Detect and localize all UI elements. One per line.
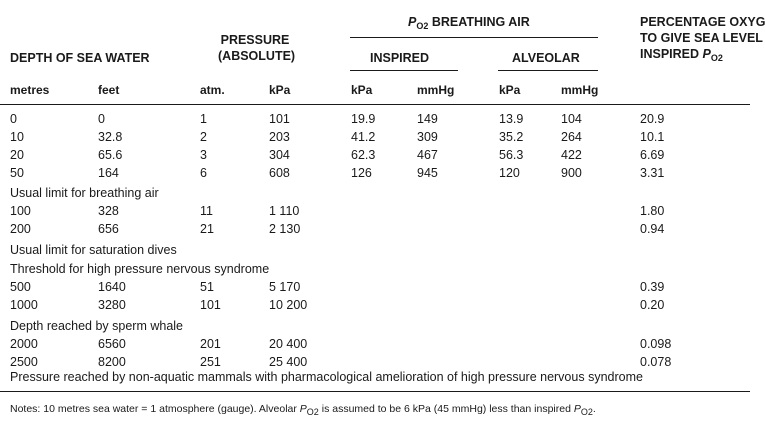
- header-pct-line3: [640, 46, 765, 66]
- subheader-kpa: kPa: [269, 83, 291, 97]
- table-cell: 25 400: [269, 355, 308, 369]
- po2-p: P: [408, 15, 417, 29]
- table-cell: 10 200: [269, 298, 308, 312]
- rule-po2-span: [350, 37, 598, 38]
- subheader-inspired-mmhg: mmHg: [417, 83, 455, 97]
- notes-sub: O2: [306, 407, 319, 417]
- table-cell: 656: [98, 222, 119, 236]
- header-pct-line2: TO GIVE SEA LEVEL: [640, 31, 763, 45]
- notes-sub2: O2: [580, 407, 593, 417]
- table-cell: 0.20: [640, 298, 665, 312]
- section-label: Usual limit for breathing air: [10, 186, 159, 200]
- table-cell: 32.8: [98, 130, 123, 144]
- table-cell: 126: [351, 166, 372, 180]
- table-cell: 309: [417, 130, 438, 144]
- subheader-alveolar-mmhg: mmHg: [561, 83, 599, 97]
- table-cell: 3280: [98, 298, 126, 312]
- rule-header-bottom: [0, 104, 750, 105]
- table-cell: 56.3: [499, 148, 524, 162]
- rule-inspired: [350, 70, 458, 71]
- table-cell: 945: [417, 166, 438, 180]
- table-cell: 1.80: [640, 204, 665, 218]
- header-pressure: [218, 32, 296, 64]
- table-cell: 6560: [98, 337, 126, 351]
- table-cell: 3: [200, 148, 207, 162]
- table-cell: 13.9: [499, 112, 524, 126]
- section-label: Depth reached by sperm whale: [10, 319, 184, 333]
- table-cell: 120: [499, 166, 520, 180]
- header-pct-line3-prefix: INSPIRED: [640, 47, 703, 61]
- table-cell: 0.39: [640, 280, 665, 294]
- table-cell: 0.098: [640, 337, 672, 351]
- rule-alveolar: [498, 70, 598, 71]
- table-cell: 328: [98, 204, 119, 218]
- table-cell: 19.9: [351, 112, 376, 126]
- table-cell: 100: [10, 204, 31, 218]
- table-cell: 149: [417, 112, 438, 126]
- table-cell: 264: [561, 130, 582, 144]
- section-label: Pressure reached by non-aquatic mammals with pharmacological amelioration of high pressure nervous syndrome: [10, 370, 643, 384]
- table-cell: 8200: [98, 355, 126, 369]
- table-cell: 422: [561, 148, 582, 162]
- subheader-atm: atm.: [200, 83, 225, 97]
- table-cell: 304: [269, 148, 290, 162]
- table-cell: 62.3: [351, 148, 376, 162]
- table-cell: 1000: [10, 298, 38, 312]
- table-cell: 3.31: [640, 166, 665, 180]
- notes-part2: is assumed to be 6 kPa (45 mmHg) less than inspired: [318, 403, 574, 415]
- section-label: Usual limit for saturation dives: [10, 243, 177, 257]
- table-cell: 10.1: [640, 130, 665, 144]
- table-cell: 1640: [98, 280, 126, 294]
- table-cell: 101: [269, 112, 290, 126]
- po2-sub: O2: [416, 21, 429, 31]
- table-cell: 104: [561, 112, 582, 126]
- table-cell: 0: [98, 112, 105, 126]
- header-pct-line3-sub: O2: [710, 53, 723, 63]
- table-cell: 20.9: [640, 112, 665, 126]
- header-alveolar: ALVEOLAR: [512, 51, 580, 65]
- table-cell: 41.2: [351, 130, 376, 144]
- table-cell: 200: [10, 222, 31, 236]
- table-cell: 0.94: [640, 222, 665, 236]
- notes-part3: .: [592, 403, 596, 415]
- header-depth-of-sea-water: DEPTH OF SEA WATER: [10, 51, 150, 65]
- table-cell: 51: [200, 280, 214, 294]
- table-cell: 5 170: [269, 280, 301, 294]
- table-cell: 2: [200, 130, 207, 144]
- subheader-alveolar-kpa: kPa: [499, 83, 521, 97]
- table-cell: 21: [200, 222, 214, 236]
- subheader-inspired-kpa: kPa: [351, 83, 373, 97]
- table-cell: 11: [200, 204, 213, 218]
- notes-p2: P: [573, 403, 581, 415]
- table-cell: 101: [200, 298, 221, 312]
- header-pct-line1: PERCENTAGE OXYG: [640, 15, 765, 29]
- table-cell: 20 400: [269, 337, 308, 351]
- table-cell: 2500: [10, 355, 38, 369]
- table-cell: 608: [269, 166, 290, 180]
- table-cell: 20: [10, 148, 24, 162]
- table-cell: 2 130: [269, 222, 301, 236]
- header-inspired: INSPIRED: [370, 51, 430, 65]
- table-cell: 164: [98, 166, 119, 180]
- header-po2-breathing-air: [408, 14, 530, 34]
- table-cell: 467: [417, 148, 438, 162]
- table-cell: 0.078: [640, 355, 672, 369]
- notes-part1: Notes: 10 metres sea water = 1 atmosphere (gauge). Alveolar: [10, 403, 300, 415]
- subheader-feet: feet: [98, 83, 120, 97]
- table-cell: 900: [561, 166, 582, 180]
- header-pressure-line1: PRESSURE: [220, 33, 290, 47]
- table-cell: 50: [10, 166, 24, 180]
- header-pct-line3-p: P: [702, 47, 711, 61]
- table-cell: 203: [269, 130, 290, 144]
- po2-rest: BREATHING AIR: [431, 15, 530, 29]
- table-cell: 1: [200, 112, 207, 126]
- table-cell: 2000: [10, 337, 38, 351]
- table-cell: 6.69: [640, 148, 665, 162]
- header-pressure-line2: (ABSOLUTE): [218, 49, 296, 63]
- table-cell: 500: [10, 280, 31, 294]
- table-cell: 251: [200, 355, 221, 369]
- table-notes: [10, 403, 596, 417]
- subheader-metres: metres: [10, 83, 50, 97]
- table-cell: 0: [10, 112, 17, 126]
- table-cell: 201: [200, 337, 221, 351]
- section-label: Threshold for high pressure nervous syndrome: [10, 262, 270, 276]
- table-cell: 6: [200, 166, 207, 180]
- header-percentage-oxygen: [640, 14, 765, 66]
- table-cell: 10: [10, 130, 24, 144]
- table-cell: 65.6: [98, 148, 123, 162]
- table-cell: 35.2: [499, 130, 524, 144]
- rule-table-bottom: [0, 391, 750, 392]
- notes-p: P: [299, 403, 307, 415]
- table-cell: 1 110: [269, 204, 300, 218]
